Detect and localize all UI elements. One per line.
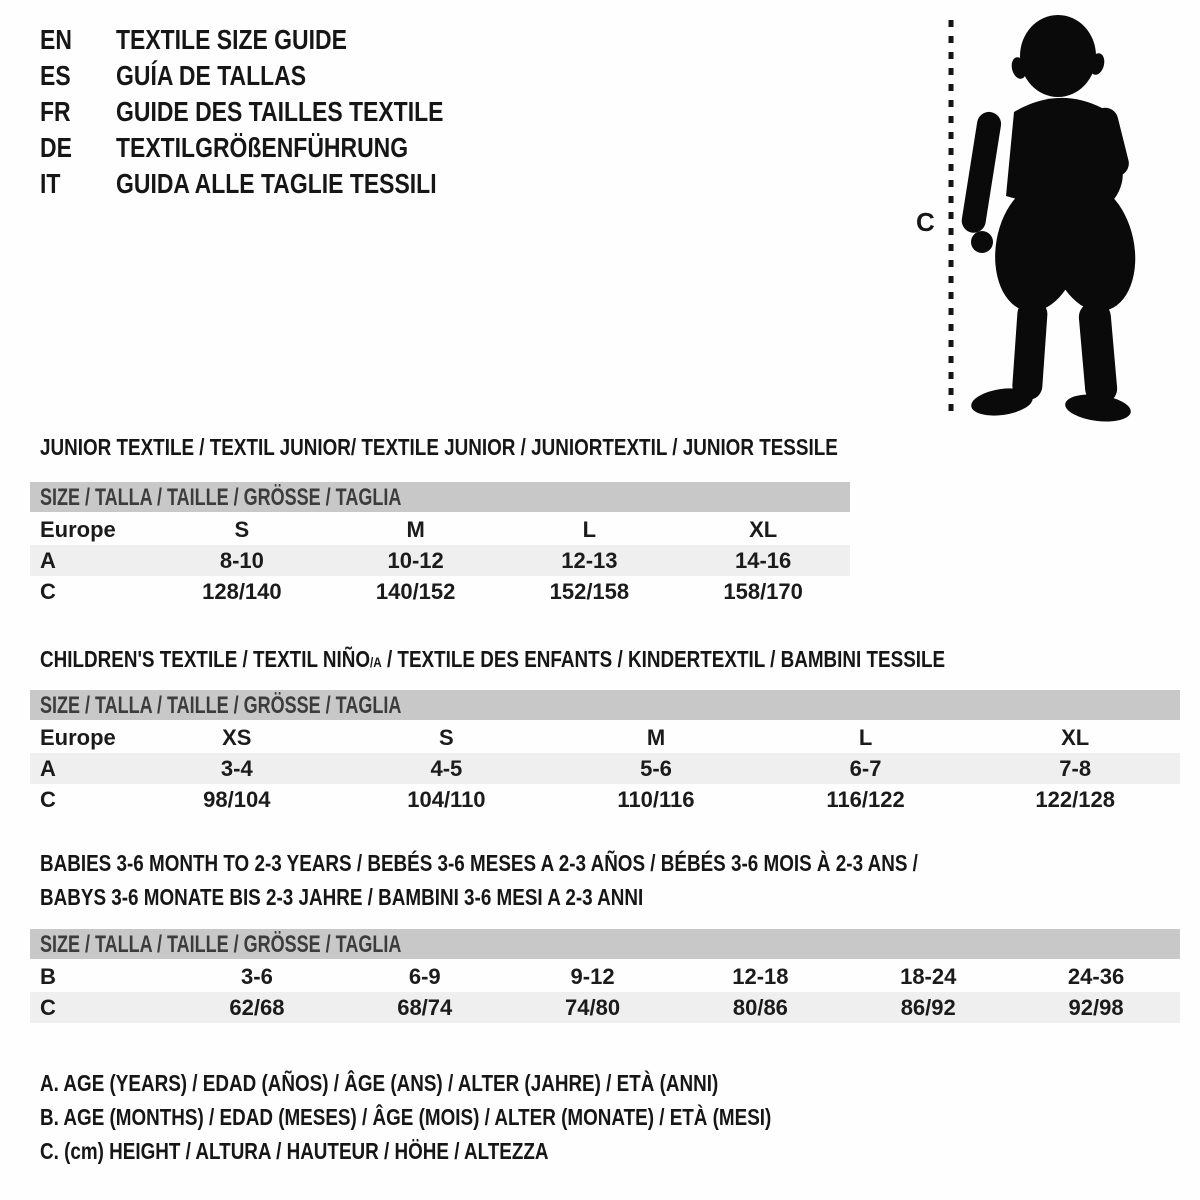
value-cell: 68/74 xyxy=(397,994,453,1020)
table-row xyxy=(30,576,850,607)
legend-text: C. (cm) HEIGHT / ALTURA / HAUTEUR / HÖHE / ALTEZZA xyxy=(40,1138,549,1164)
value-cell: 158/170 xyxy=(723,578,803,604)
children-size-table xyxy=(30,690,1180,815)
value-cell: S xyxy=(234,516,250,542)
table-row xyxy=(30,992,1180,1023)
language-title: GUÍA DE TALLAS xyxy=(116,60,307,91)
table-row xyxy=(30,514,850,545)
value-cell: 3-6 xyxy=(241,963,273,989)
language-row xyxy=(40,58,515,94)
value-cell: 10-12 xyxy=(387,547,444,573)
value-cell: XL xyxy=(749,516,778,542)
heading-pre: CHILDREN'S TEXTILE / TEXTIL NIÑO xyxy=(40,646,371,672)
row-label-cell: C xyxy=(40,786,56,812)
value-cell: 18-24 xyxy=(900,963,957,989)
row-label-cell: C xyxy=(40,994,56,1020)
heading-sub: /A xyxy=(370,655,382,671)
value-cell: 92/98 xyxy=(1068,994,1124,1020)
value-cell: 8-10 xyxy=(219,547,264,573)
table-row xyxy=(30,961,1180,992)
legend-line-c xyxy=(40,1134,932,1168)
value-cell: 140/152 xyxy=(375,578,456,604)
value-cell: 80/86 xyxy=(732,994,788,1020)
junior-size-table xyxy=(30,482,850,607)
section-heading-babies xyxy=(40,846,1111,914)
language-title: GUIDE DES TAILLES TEXTILE xyxy=(116,96,444,127)
size-header-bar xyxy=(30,929,1180,959)
value-cell: L xyxy=(582,516,597,542)
value-cell: 12-18 xyxy=(732,963,789,989)
value-cell: 12-13 xyxy=(561,547,618,573)
size-header-bar xyxy=(30,690,1180,720)
section-heading-line1: BABIES 3-6 MONTH TO 2-3 YEARS / BEBÉS 3-6 MESES A 2-3 AÑOS / BÉBÉS 3-6 MOIS À 2-3 ANS / xyxy=(40,850,918,876)
value-cell: 6-9 xyxy=(408,963,441,989)
language-title: TEXTILE SIZE GUIDE xyxy=(116,24,347,55)
row-label-cell: Europe xyxy=(40,516,116,542)
row-label-cell: C xyxy=(40,578,56,604)
size-header-bar xyxy=(30,482,850,512)
table-row xyxy=(30,784,1180,815)
babies-size-table xyxy=(30,929,1180,1023)
value-cell: 4-5 xyxy=(430,755,463,781)
value-cell: 5-6 xyxy=(640,755,672,781)
legend-line-b xyxy=(40,1100,932,1134)
toddler-silhouette-figure xyxy=(940,12,1140,422)
language-code: DE xyxy=(40,132,72,163)
row-label-cell: B xyxy=(40,963,56,989)
value-cell: 152/158 xyxy=(549,578,630,604)
language-code: ES xyxy=(40,60,71,91)
table-row xyxy=(30,545,850,576)
row-label-cell: A xyxy=(40,547,56,573)
legend-line-a xyxy=(40,1066,932,1100)
section-heading-text xyxy=(40,644,945,678)
value-cell: 6-7 xyxy=(849,755,882,781)
language-code: FR xyxy=(40,96,71,127)
language-row xyxy=(40,22,515,58)
table-row xyxy=(30,722,1180,753)
section-heading-junior xyxy=(40,432,1013,462)
language-title: GUIDA ALLE TAGLIE TESSILI xyxy=(116,168,437,199)
value-cell: 110/116 xyxy=(617,786,695,812)
value-cell: M xyxy=(646,724,666,750)
value-cell: 116/122 xyxy=(826,786,905,812)
section-heading-line2: BABYS 3-6 MONATE BIS 2-3 JAHRE / BAMBINI 3-6 MESI A 2-3 ANNI xyxy=(40,884,644,910)
value-cell: 9-12 xyxy=(570,963,615,989)
height-measure-label: C xyxy=(916,207,935,237)
language-title: TEXTILGRÖßENFÜHRUNG xyxy=(116,132,409,163)
value-cell: 14-16 xyxy=(734,547,792,573)
value-cell: M xyxy=(406,516,425,542)
value-cell: 74/80 xyxy=(565,994,621,1020)
row-label-cell: A xyxy=(40,755,56,781)
section-heading-children xyxy=(40,644,1144,678)
value-cell: 98/104 xyxy=(203,786,271,812)
value-cell: XS xyxy=(222,724,252,750)
value-cell: 86/92 xyxy=(900,994,956,1020)
value-cell: 104/110 xyxy=(407,786,486,812)
language-row xyxy=(40,94,515,130)
table-row xyxy=(30,753,1180,784)
value-cell: 24-36 xyxy=(1067,963,1125,989)
row-label-cell: Europe xyxy=(40,724,116,750)
size-header-text: SIZE / TALLA / TAILLE / GRÖSSE / TAGLIA xyxy=(40,692,402,719)
value-cell: 62/68 xyxy=(229,994,285,1020)
size-header-text: SIZE / TALLA / TAILLE / GRÖSSE / TAGLIA xyxy=(40,931,402,958)
language-row xyxy=(40,130,515,166)
legend-text: B. AGE (MONTHS) / EDAD (MESES) / ÂGE (MOIS) / ALTER (MONATE) / ETÀ (MESI) xyxy=(40,1104,772,1130)
language-row xyxy=(40,166,515,202)
value-cell: 7-8 xyxy=(1059,755,1092,781)
language-title-list xyxy=(40,22,515,202)
language-code: IT xyxy=(40,168,61,199)
value-cell: S xyxy=(439,724,454,750)
language-code: EN xyxy=(40,24,72,55)
section-heading-text: JUNIOR TEXTILE / TEXTIL JUNIOR/ TEXTILE JUNIOR / JUNIORTEXTIL / JUNIOR TESSILE xyxy=(40,434,838,460)
heading-post: / TEXTILE DES ENFANTS / KINDERTEXTIL / BAMBINI TESSILE xyxy=(381,646,946,672)
size-header-text: SIZE / TALLA / TAILLE / GRÖSSE / TAGLIA xyxy=(40,484,402,511)
value-cell: L xyxy=(858,724,873,750)
legend-text: A. AGE (YEARS) / EDAD (AÑOS) / ÂGE (ANS) / ALTER (JAHRE) / ETÀ (ANNI) xyxy=(40,1070,719,1096)
value-cell: 3-4 xyxy=(220,755,253,781)
measurement-legend xyxy=(40,1066,932,1168)
value-cell: XL xyxy=(1061,724,1090,750)
value-cell: 128/140 xyxy=(202,578,282,604)
toddler-silhouette-icon xyxy=(960,15,1140,422)
value-cell: 122/128 xyxy=(1035,786,1115,812)
